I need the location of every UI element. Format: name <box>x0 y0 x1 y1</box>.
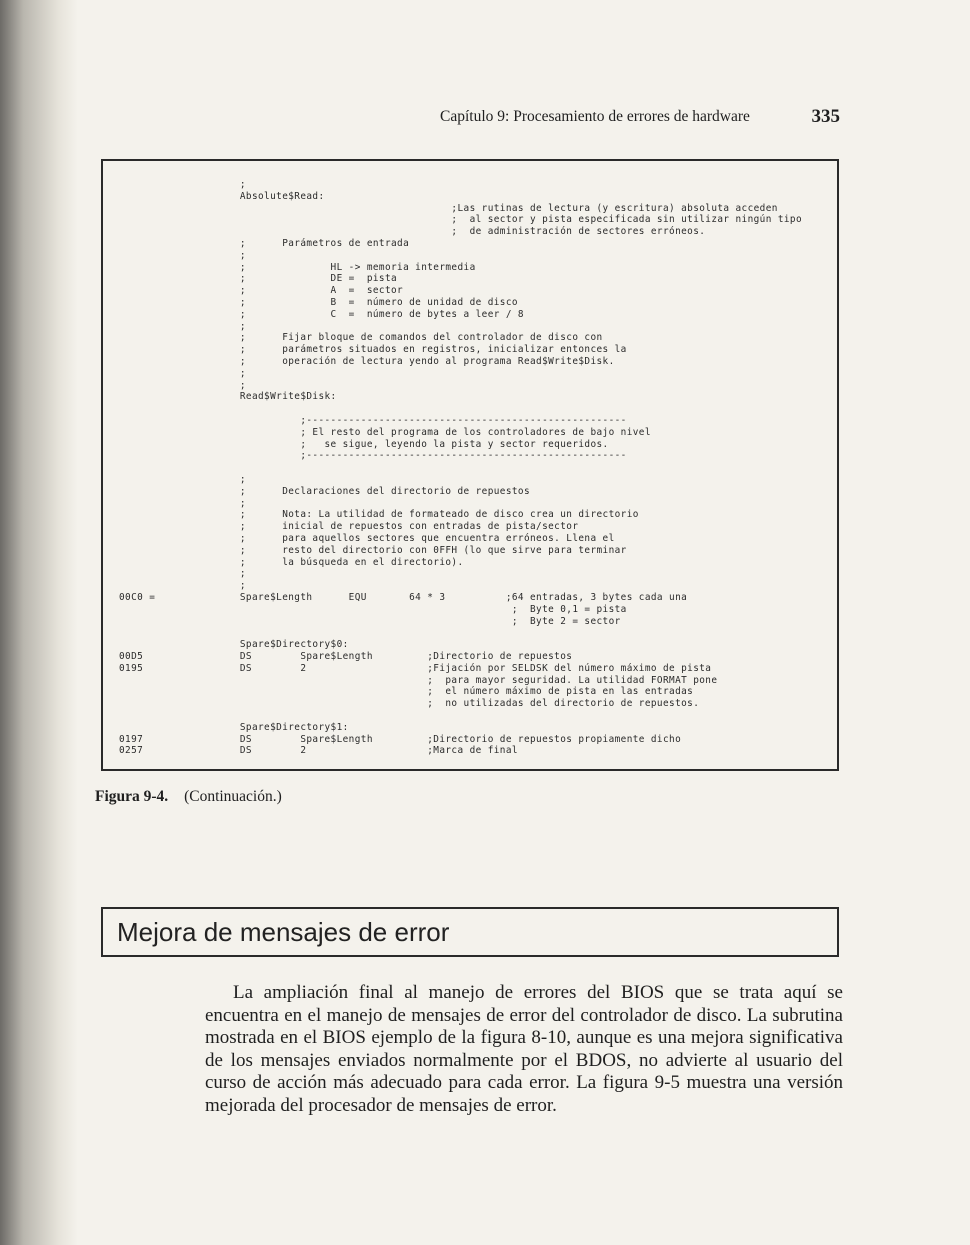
code-line: 00C0 = Spare$Length EQU 64 * 3 ;64 entradas, 3 bytes cada una <box>119 592 688 603</box>
code-line: ; la búsqueda en el directorio). <box>119 556 464 568</box>
page-number: 335 <box>811 106 840 127</box>
code-line: ; para mayor seguridad. La utilidad FORMAT pone <box>119 674 718 686</box>
code-line: ; Nota: La utilidad de formateado de disco crea un directorio <box>119 509 639 521</box>
code-line: ; <box>119 474 246 485</box>
code-line: ; <box>119 249 246 261</box>
book-gutter-shadow <box>0 0 78 1245</box>
page-header <box>440 108 840 126</box>
code-line: ; DE = pista <box>119 273 398 285</box>
code-line: ; <box>119 497 246 509</box>
figure-label: Figura 9-4. <box>95 788 169 805</box>
code-line: Spare$Directory$0: <box>119 639 349 651</box>
figure-caption-text: (Continuación.) <box>184 788 282 805</box>
section-title: Mejora de mensajes de error <box>117 917 450 947</box>
body-paragraph: La ampliación final al manejo de errores del BIOS que se trata aquí se encuentra en el manejo de mensajes de error del controlador de disco. La subrutina mostrada en el BIOS ejemplo de la figura 8-10, aunque es una mejora significativa de los mensajes enviados normalmente por el BDOS, no advierte al usuario del curso de acción más adecuado para cada error. La figura 9-5 muestra una versión mejorada del procesador de mensajes de error. <box>205 982 843 1116</box>
code-line: ; de administración de sectores erróneos. <box>119 226 706 238</box>
code-line: ; Byte 2 = sector <box>119 615 621 627</box>
code-line: Absolute$Read: <box>119 190 325 202</box>
code-line: ;Las rutinas de lectura (y escritura) absoluta acceden <box>119 202 778 214</box>
code-line: ; Byte 0,1 = pista <box>119 603 627 615</box>
code-line: 00D5 DS Spare$Length ;Directorio de repuestos <box>119 651 573 662</box>
code-line: ; Parámetros de entrada <box>119 238 410 249</box>
code-line: ; para aquellos sectores que encuentra erróneos. Llena el <box>119 533 615 544</box>
code-line: ; B = número de unidad de disco <box>119 297 518 308</box>
running-title: Capítulo 9: Procesamiento de errores de hardware <box>440 108 750 125</box>
code-line: ; operación de lectura yendo al programa Read$Write$Disk. <box>119 356 615 367</box>
code-line: 0197 DS Spare$Length ;Directorio de repuestos propiamente dicho <box>119 733 682 745</box>
code-line: ; El resto del programa de los controladores de bajo nivel <box>119 426 651 438</box>
code-line: ; el número máximo de pista en las entradas <box>119 686 694 698</box>
code-line: ; <box>119 379 246 391</box>
code-line: ; C = número de bytes a leer / 8 <box>119 308 524 320</box>
code-line: ; Fijar bloque de comandos del controlador de disco con <box>119 332 603 344</box>
code-line: Spare$Directory$1: <box>119 721 349 733</box>
code-line: ; Declaraciones del directorio de repuestos <box>119 485 531 497</box>
section-heading-box <box>101 907 839 957</box>
code-line: ; al sector y pista especificada sin utilizar ningún tipo <box>119 214 802 226</box>
code-line: ;----------------------------------------------------- <box>119 450 627 462</box>
code-line: 0257 DS 2 ;Marca de final <box>119 745 518 757</box>
code-line: ; no utilizadas del directorio de repuestos. <box>119 698 700 710</box>
code-line: ;----------------------------------------------------- <box>119 415 627 426</box>
code-line: ; <box>119 179 246 190</box>
code-listing-box <box>101 159 839 771</box>
code-line: ; <box>119 320 246 332</box>
code-line: ; A = sector <box>119 285 404 297</box>
code-line: 0195 DS 2 ;Fijación por SELDSK del número máximo de pista <box>119 662 712 674</box>
code-line: ; inicial de repuestos con entradas de pista/sector <box>119 521 579 533</box>
code-line: ; <box>119 367 246 379</box>
code-line: ; resto del directorio con 0FFH (lo que sirve para terminar <box>119 544 627 556</box>
code-line: ; se sigue, leyendo la pista y sector requeridos. <box>119 438 609 450</box>
figure-caption <box>95 788 282 806</box>
code-line: ; parámetros situados en registros, inicializar entonces la <box>119 344 627 356</box>
code-line: Read$Write$Disk: <box>119 391 337 403</box>
code-line: ; <box>119 580 246 592</box>
code-line: ; HL -> memoria intermedia <box>119 261 476 273</box>
code-line: ; <box>119 568 246 580</box>
